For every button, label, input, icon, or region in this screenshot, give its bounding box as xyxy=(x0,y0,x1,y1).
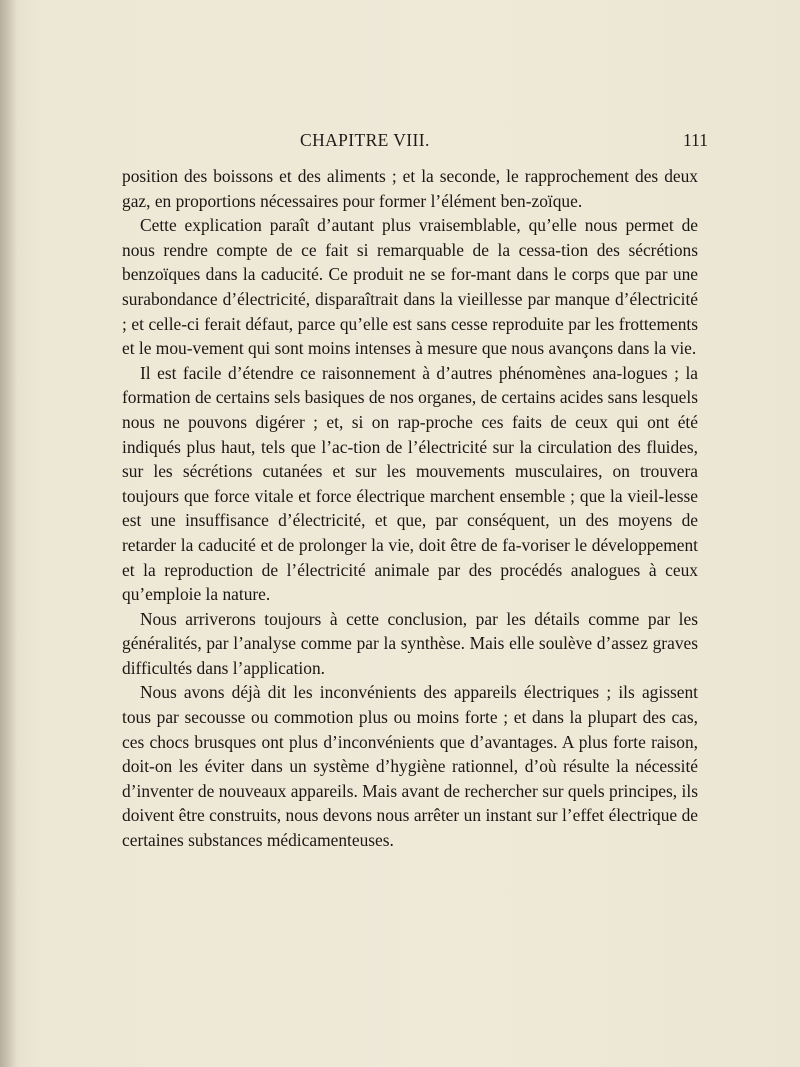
running-title: CHAPITRE VIII. xyxy=(300,130,430,150)
paragraph-5: Nous avons déjà dit les inconvénients des appareils électriques ; ils agissent tous par secousse ou commotion plus ou moins forte ; et dans la plupart des cas, ces chocs brusques ont plus d’inconvénients que d’avantages. A plus forte raison, doit-on les éviter dans un système d’hygiène rationnel, d’où résulte la nécessité d’inventer de nouveaux appareils. Mais avant de rechercher sur quels principes, ils doivent être construits, nous devons nous arrêter un instant sur l’effet électrique de certaines substances médicamenteuses. xyxy=(122,682,698,851)
paragraph-3: Il est facile d’étendre ce raisonnement à d’autres phénomènes ana-logues ; la formation de certains sels basiques de nos organes, de certains acides sans lesquels nous ne pouvons digérer ; et, si on rap-proche ces faits de ceux qui ont été indiqués plus haut, tels que l’ac-tion de l’électricité sur la circulation des fluides, sur les sécrétions cutanées et sur les mouvements musculaires, on trouvera toujours que force vitale et force électrique marchent ensemble ; que la vieil-lesse est une insuffisance d’électricité, et que, par conséquent, un des moyens de retarder la caducité et de prolonger la vie, doit être de fa-voriser le développement et la reproduction de l’électricité animale par des procédés analogues à ceux qu’emploie la nature. xyxy=(122,362,698,605)
paragraph-2: Cette explication paraît d’autant plus vraisemblable, qu’elle nous permet de nous rendre compte de ce fait si remarquable de la cessa-tion des sécrétions benzoïques dans la caducité. Ce produit ne se for-mant dans le corps que par une surabondance d’électricité, disparaîtrait dans la vieillesse par manque d’électricité ; et celle-ci ferait défaut, parce qu’elle est sans cesse reproduite par les frottements et le mou-vement qui sont moins intenses à mesure que nous avançons dans la vie. xyxy=(122,215,698,359)
page-fold-shadow xyxy=(0,0,18,1067)
page-header xyxy=(0,130,800,154)
page-number: 111 xyxy=(683,130,708,150)
paragraph-1: position des boissons et des aliments ; et la seconde, le rapprochement des deux gaz, en proportions nécessaires pour former l’élément ben-zoïque. xyxy=(122,166,698,211)
paragraph-4: Nous arriverons toujours à cette conclusion, par les détails comme par les généralités, par l’analyse comme par la synthèse. Mais elle soulève d’assez graves difficultés dans l’application. xyxy=(122,608,698,678)
body-text xyxy=(122,164,698,853)
